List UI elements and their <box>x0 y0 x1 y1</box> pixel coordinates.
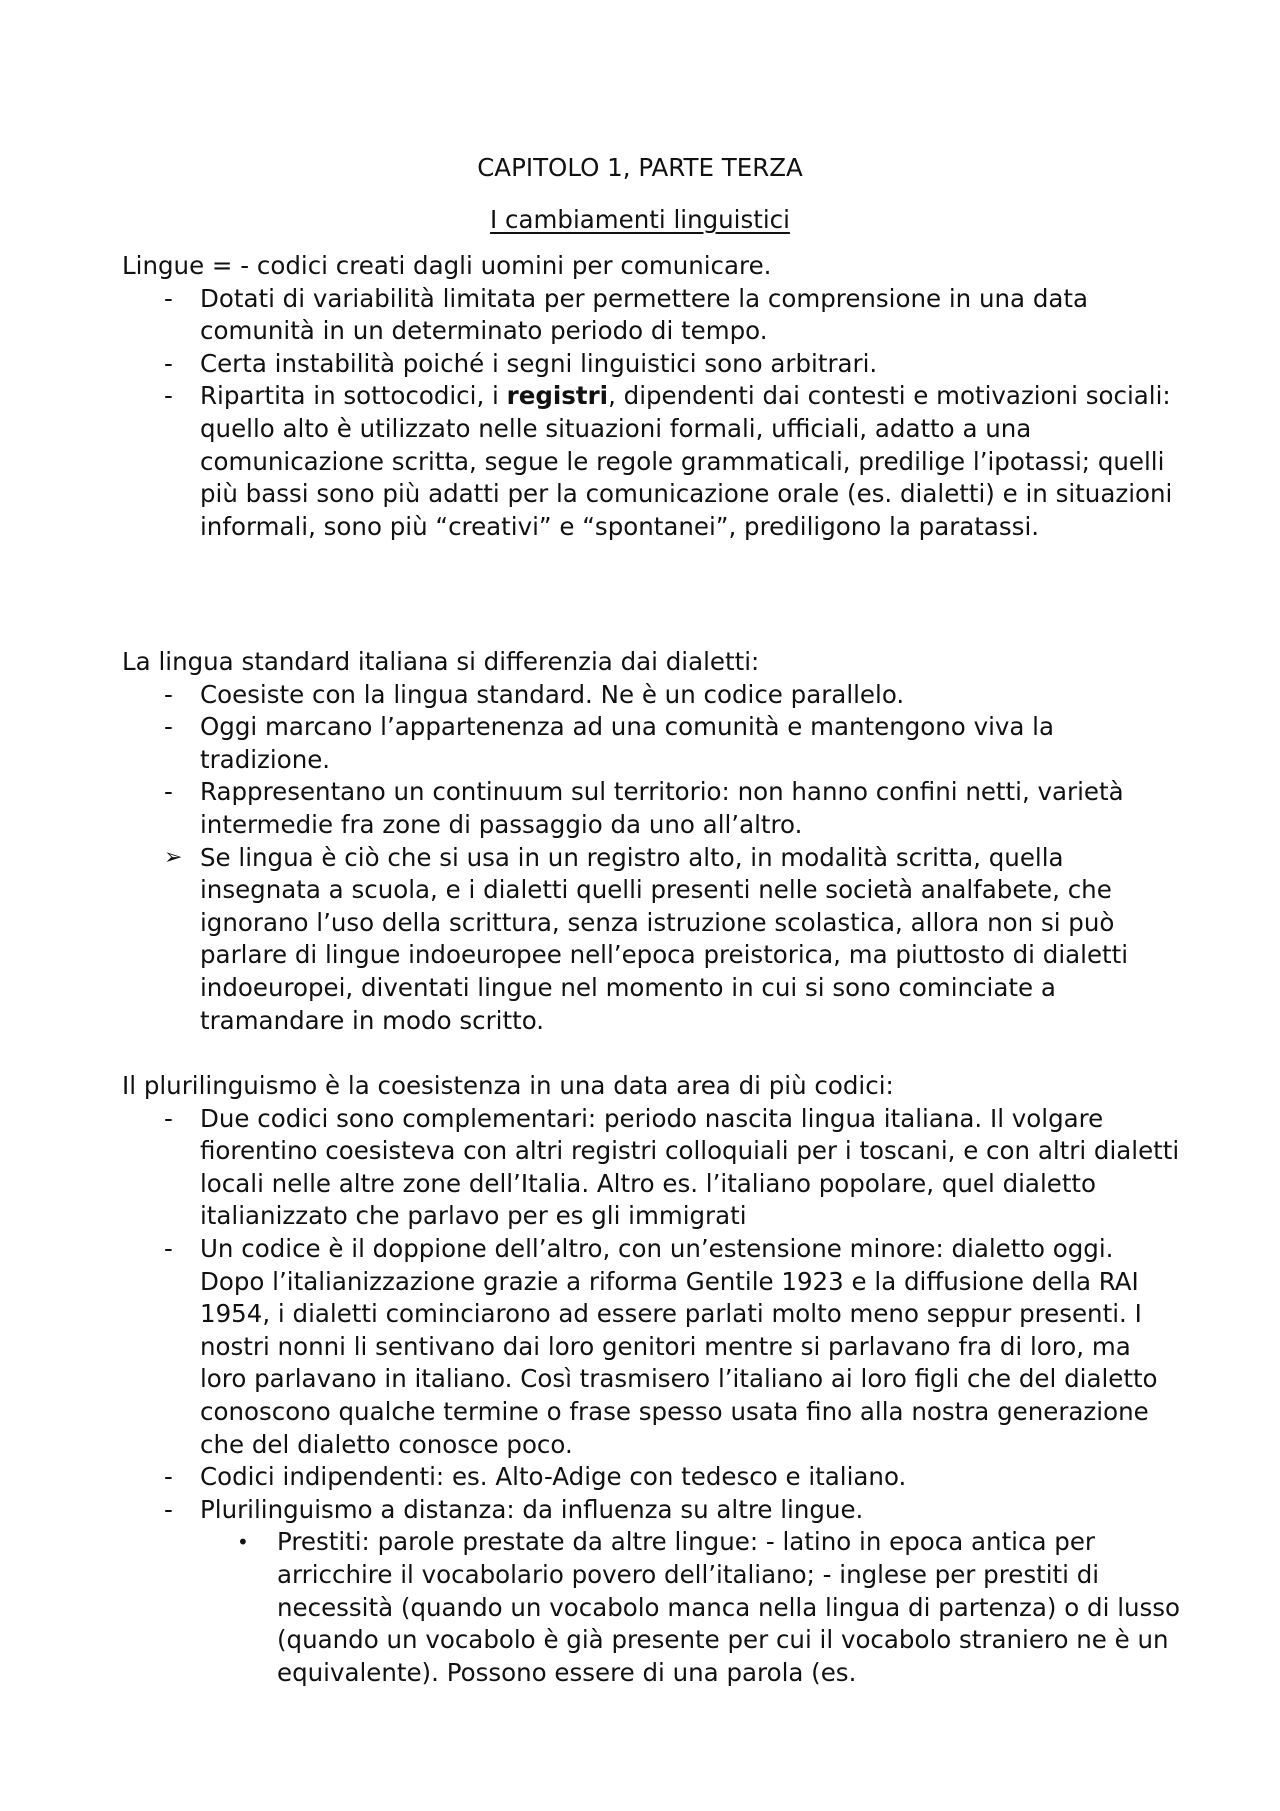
dash-marker: - <box>164 1103 173 1133</box>
list-item-text: Certa instabilità poiché i segni linguistici sono arbitrari. <box>200 348 878 378</box>
list-item-text: Se lingua è ciò che si usa in un registro alto, in modalità scritta, quella insegnata a scuola, e i dialetti quelli presenti nelle società analfabete, che ignorano l’uso della scrittura, senza istruzione scolastica, allora non si può parlare di lingue indoeuropee nell’epoca preistorica, ma piuttosto di dialetti indoeuropei, diventati lingue nel momento in cui si sono cominciate a tramandare in modo scritto. <box>200 842 1129 1035</box>
list-item-text <box>200 381 1171 410</box>
list-item <box>122 1103 1182 1233</box>
section-dialetti <box>122 646 1182 1037</box>
list-item <box>122 679 1182 712</box>
dash-marker: - <box>164 777 173 807</box>
dash-marker: - <box>164 1494 173 1524</box>
list-item-text: Oggi marcano l’appartenenza ad una comunità e mantengono viva la tradizione. <box>200 712 1055 774</box>
sub-list-item <box>122 1526 1182 1689</box>
dash-marker: - <box>164 1462 173 1492</box>
bold-term: registri <box>506 381 609 411</box>
list-item-text: Coesiste con la lingua standard. Ne è un codice parallelo. <box>200 679 905 709</box>
dash-marker: - <box>164 712 173 742</box>
dash-marker: - <box>164 283 173 313</box>
list-item <box>122 1494 1182 1527</box>
document-subtitle: I cambiamenti linguistici <box>490 205 790 234</box>
bullet-list <box>122 679 1182 1038</box>
list-item <box>122 776 1182 841</box>
list-item-continuation: quello alto è utilizzato nelle situazioni formali, ufficiali, adatto a una comunicazione scritta, segue le regole grammaticali, predilige l’ipotassi; quelli più bassi sono più adatti per la comunicazione orale (es. dialetti) e in situazioni informali, sono più “creativi” e “spontanei”, prediligono la paratassi. <box>200 413 1173 541</box>
section-intro: Lingue = - codici creati dagli uomini per comunicare. <box>122 251 772 280</box>
dash-marker: - <box>164 381 173 411</box>
list-item-text: Prestiti: parole prestate da altre lingue: - latino in epoca antica per arricchire il vocabolario povero dell’italiano; - inglese per prestiti di necessità (quando un vocabolo manca nella lingua di partenza) o di lusso (quando un vocabolo è già presente per cui il vocabolo straniero ne è un equivalente). Possono essere di una parola (es. <box>277 1527 1181 1687</box>
dash-marker: - <box>164 348 173 378</box>
bullet-list <box>122 283 1182 544</box>
list-item <box>122 1461 1182 1494</box>
list-item-text: Un codice è il doppione dell’altro, con un’estensione minore: dialetto oggi. Dopo l’italianizzazione grazie a riforma Gentile 1923 e la diffusione della RAI 1954, i dialetti cominciarono ad essere parlati molto meno seppur presenti. I nostri nonni li sentivano dai loro genitori mentre si parlavano fra di loro, ma loro parlavano in italiano. Così trasmisero l’italiano ai loro figli che del dialetto conoscono qualche termine o frase spesso usata fino alla nostra generazione che del dialetto conosce poco. <box>200 1233 1158 1459</box>
list-item <box>122 1233 1182 1461</box>
bullet-dot-icon: • <box>237 1530 249 1555</box>
dash-marker: - <box>164 1233 173 1263</box>
section-plurilinguismo <box>122 1070 1182 1689</box>
list-item <box>122 842 1182 1038</box>
dash-marker: - <box>164 679 173 709</box>
text-fragment: , dipendenti dai contesti e motivazioni sociali: <box>608 381 1171 411</box>
chapter-title: CAPITOLO 1, PARTE TERZA <box>477 153 803 182</box>
list-item-text: Dotati di variabilità limitata per permettere la comprensione in una data comunità in un determinato periodo di tempo. <box>200 283 1089 346</box>
section-lingue <box>122 250 1182 543</box>
arrow-bullet-icon: ➢ <box>164 844 183 870</box>
bullet-list <box>122 1103 1182 1527</box>
list-item <box>122 283 1182 348</box>
section-intro: Il plurilinguismo è la coesistenza in una data area di più codici: <box>122 1071 894 1100</box>
list-item <box>122 348 1182 381</box>
list-item-text: Codici indipendenti: es. Alto-Adige con tedesco e italiano. <box>200 1462 907 1492</box>
list-item <box>122 380 1182 543</box>
list-item-text: Plurilinguismo a distanza: da influenza su altre lingue. <box>200 1494 864 1524</box>
sub-bullet-list <box>122 1526 1182 1689</box>
text-fragment: Ripartita in sottocodici, i <box>200 381 507 411</box>
list-item-text: Rappresentano un continuum sul territorio: non hanno confini netti, varietà intermedie fra zone di passaggio da uno all’altro. <box>200 777 1124 839</box>
list-item <box>122 711 1182 776</box>
list-item-text: Due codici sono complementari: periodo nascita lingua italiana. Il volgare fiorentino coesisteva con altri registri colloquiali per i toscani, e con altri dialetti locali nelle altre zone dell’Italia. Altro es. l’italiano popolare, quel dialetto italianizzato che parlavo per es gli immigrati <box>200 1103 1180 1231</box>
section-intro: La lingua standard italiana si differenzia dai dialetti: <box>122 647 760 676</box>
